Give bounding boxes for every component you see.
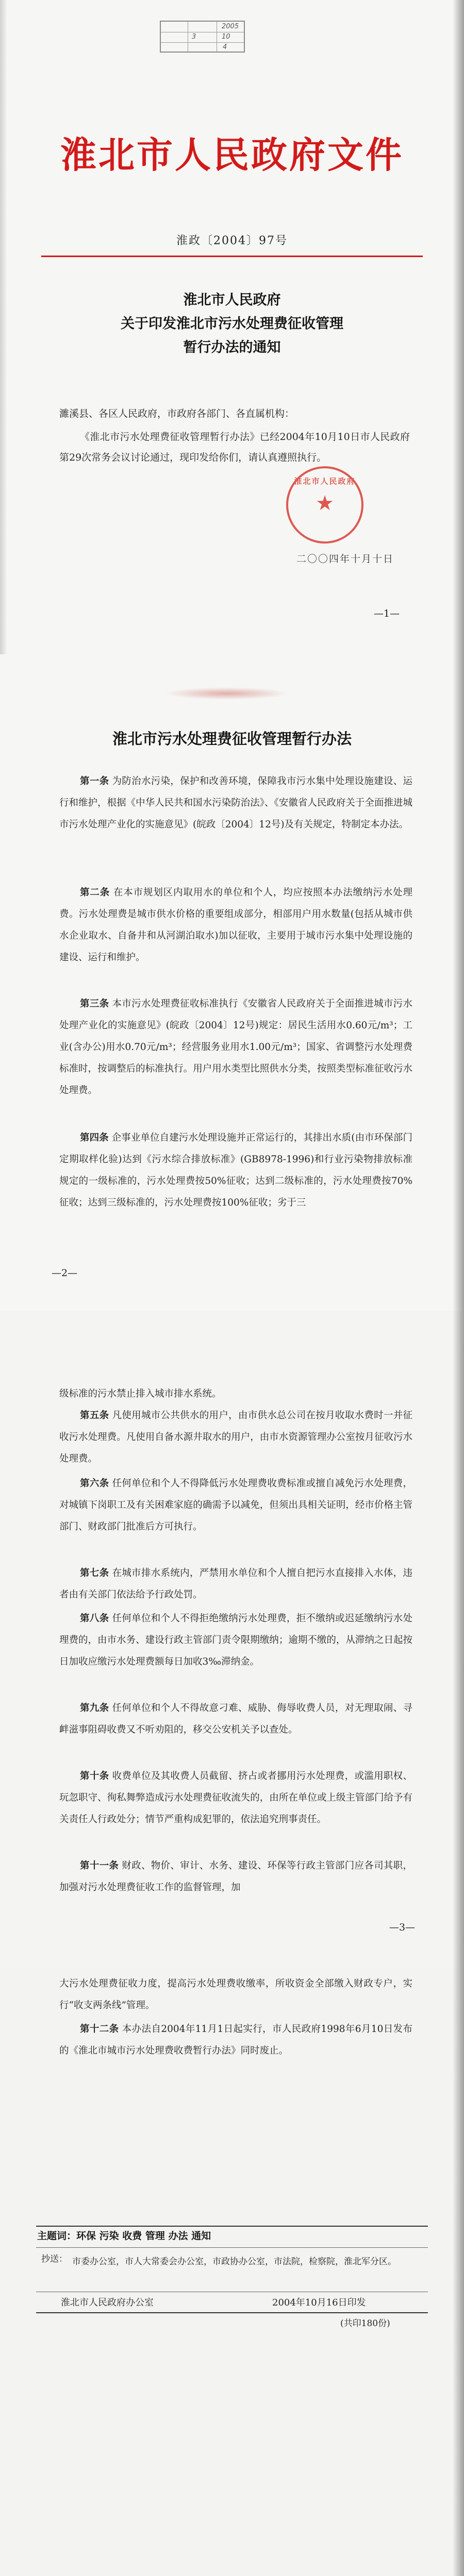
scan-edge-shadow [453,654,464,1311]
article-text: 大污水处理费征收力度，提高污水处理费收缴率，所收资金全部缴入财政专户，实行“收支两条线”管理。 [59,1978,412,2011]
article-text: 为防治水污染，保护和改善环境，保障我市污水集中处理设施建设、运行和维护，根据《中华人民共和国水污染防治法》、《安徽省人民政府关于全面推进城市污水处理产业化的实施意见》(皖政〔2004〕12号)及有关规定，特制定本办法。 [59,776,412,830]
article-text: 任何单位和个人不得拒绝缴纳污水处理费，拒不缴纳或迟延缴纳污水处理费的，由市水务、建设行政主管部门责令限期缴纳；逾期不缴的，从滞纳之日起按日加收应缴污水处理费额每日加收3‰滞纳金。 [59,1613,412,1667]
notice-title-line: 关于印发淮北市污水处理费征收管理 [121,316,343,332]
article-text: 本办法自2004年11月1日起实行，市人民政府1998年6月10日发布的《淮北市城市污水处理费收费暂行办法》同时废止。 [59,2024,412,2056]
article-1 [59,771,412,836]
scan-edge-shadow [453,1311,464,1968]
seal-star-icon: ★ [316,492,334,515]
article-label: 第六条 [80,1478,109,1489]
page-number: —1— [374,608,400,619]
article-text: 在城市排水系统内，严禁用水单位和个人擅自把污水直接排入水体，违者由有关部门依法给予行政处罚。 [59,1568,412,1600]
signature-date: 二〇〇四年十月十日 [296,553,394,565]
divider-bottom [36,2312,428,2313]
article-continued [59,1383,412,1405]
handwritten-year: 2005 [222,23,239,30]
receipt-stamp-box [160,21,245,53]
document-header: 淮北市人民政府文件 [60,133,404,176]
article-label: 第十二条 [80,2024,119,2035]
page-number: —2— [52,1267,78,1279]
divider-top [36,2226,428,2227]
issue-date: 2004年10月16日印发 [272,2297,366,2308]
article-label: 第十条 [80,1771,109,1782]
article-6 [59,1473,412,1538]
official-seal [286,466,363,544]
article-label: 第十一条 [80,1860,119,1871]
article-7 [59,1563,412,1606]
article-3 [59,993,412,1101]
article-label: 第三条 [80,998,109,1009]
measures-title: 淮北市污水处理费征收管理暂行办法 [112,730,352,748]
page-number: —3— [389,1922,416,1933]
article-label: 第九条 [80,1703,109,1714]
handwritten-day: 10 [222,33,230,41]
subject-keywords: 主题词：环保 污染 收费 管理 办法 通知 [37,2230,211,2242]
article-10 [59,1766,412,1831]
scan-edge-shadow [453,1968,464,2576]
page-3 [0,1311,464,1968]
document-number: 淮政〔2004〕97号 [176,234,288,247]
notice-title-line: 淮北市人民政府 [183,292,281,308]
article-text: 企事业单位自建污水处理设施并正常运行的，其排出水质(由市环保部门定期取样化验)达到《污水综合排放标准》(GB8978-1996)和行业污染物排放标准规定的一级标准的，污水处理费按50%征收；达到二级标准的，污水处理费按70%征收；达到三级标准的，污水处理费按100%征收；劣于三 [59,1132,412,1208]
article-5 [59,1405,412,1470]
article-label: 第四条 [80,1132,109,1143]
article-label: 第二条 [80,887,110,898]
article-2 [59,882,412,969]
handwritten-month: 3 [192,33,196,41]
article-text: 凡使用城市公共供水的用户，由市供水总公司在按月收取水费时一并征收污水处理费。凡使用自备水源井取水的用户，由市水资源管理办公室按月征收污水处理费。 [59,1410,412,1464]
cc-label: 抄送： [41,2254,68,2264]
cc-recipients: 市委办公室，市人大常委会办公室，市政协办公室，市法院，检察院，淮北军分区。 [72,2257,396,2267]
article-text: 本市污水处理费征收标准执行《安徽省人民政府关于全面推进城市污水处理产业化的实施意见》(皖政〔2004〕12号)规定：居民生活用水0.60元/m³；工业(含办公)用水0.70元/m³；经营服务业用水1.00元/m³；国家、省调整污水处理费标准时，按调整后的标准执行。用户用水类型比照供水分类，按照类型标准征收污水处理费。 [59,998,412,1096]
red-divider [41,256,423,257]
page-4 [0,1968,464,2576]
article-label: 第八条 [80,1613,109,1624]
notice-title [0,289,464,360]
notice-title-line: 暂行办法的通知 [183,340,281,355]
article-text: 收费单位及其收费人员截留、挤占或者挪用污水处理费，或滥用职权、玩忽职守、徇私舞弊造成污水处理费征收流失的，由所在单位或上级主管部门给予有关责任人行政处分；情节严重构成犯罪的，依法追究刑事责任。 [59,1771,412,1825]
article-label: 第五条 [80,1410,109,1421]
article-9 [59,1698,412,1741]
addressee: 濉溪县、各区人民政府，市政府各部门、各直属机构： [59,408,295,419]
article-label: 第一条 [80,776,109,787]
faded-stamp-mark [165,687,289,700]
seal-text: 淮北市人民政府 [294,477,356,486]
article-text: 财政、物价、审计、水务、建设、环保等行政主管部门应各司其职，加强对污水处理费征收工作的监督管理，加 [59,1860,412,1893]
page-1 [0,0,464,654]
article-text: 级标准的污水禁止排入城市排水系统。 [59,1388,222,1399]
copy-count: (共印180份) [340,2318,390,2329]
article-text: 任何单位和个人不得故意刁难、威胁、侮辱收费人员，对无理取闹、寻衅滋事阻碍收费又不听劝阻的，移交公安机关予以查处。 [59,1703,412,1735]
article-continued [59,1973,412,2016]
article-4 [59,1127,412,1214]
article-11 [59,1855,412,1899]
issuing-office: 淮北市人民政府办公室 [61,2297,154,2308]
article-12 [59,2019,412,2062]
notice-body: 《淮北市污水处理费征收管理暂行办法》已经2004年10月10日市人民政府第29次常务会议讨论通过，现印发给你们，请认真遵照执行。 [59,431,410,463]
divider-keywords [36,2247,428,2248]
handwritten-number: 4 [223,43,227,51]
page-2 [0,654,464,1311]
article-text: 任何单位和个人不得降低污水处理费收费标准或擅自减免污水处理费，对城镇下岗职工及有关困难家庭的确需予以减免，但须出具相关证明，经市价格主管部门、财政部门批准后方可执行。 [59,1478,412,1532]
article-label: 第七条 [80,1568,109,1579]
article-text: 在本市规划区内取用水的单位和个人，均应按照本办法缴纳污水处理费。污水处理费是城市供水价格的重要组成部分，相部用户用水数量(包括从城市供水企业取水、自备井和从河湖泊取水)加以征收，主要用于城市污水集中处理设施的建设、运行和维护。 [59,887,412,963]
article-8 [59,1608,412,1673]
